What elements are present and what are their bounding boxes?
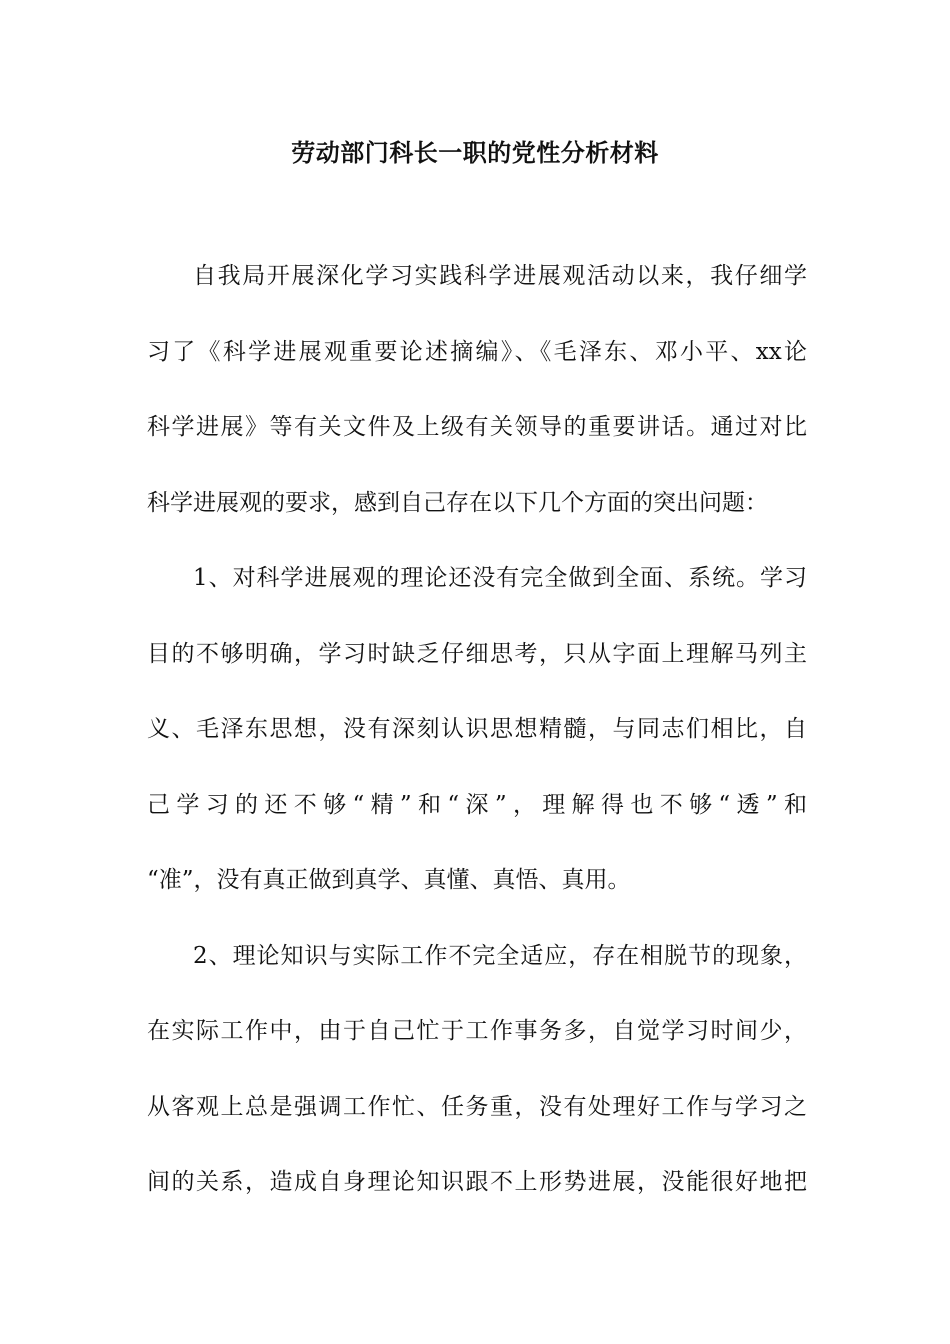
paragraph-line: 习了《科学进展观重要论述摘编》、《毛泽东、邓小平、xx论 [147, 338, 807, 365]
paragraph-line: 1、对科学进展观的理论还没有完全做到全面、系统。学习 [193, 565, 807, 591]
paragraph-line: 义、毛泽东思想，没有深刻认识思想精髓，与同志们相比，自 [147, 716, 807, 742]
paragraph-line: “准”，没有真正做到真学、真懂、真悟、真用。 [147, 867, 631, 893]
document-body [147, 252, 807, 1234]
paragraph-line: 在实际工作中，由于自己忙于工作事务多，自觉学习时间少， [147, 1018, 807, 1044]
paragraph-line: 科学进展观的要求，感到自己存在以下几个方面的突出问题： [147, 489, 768, 516]
paragraph-line: 自我局开展深化学习实践科学进展观活动以来，我仔细学 [193, 263, 807, 289]
paragraph-line: 从客观上总是强调工作忙、任务重，没有处理好工作与学习之 [147, 1093, 807, 1120]
paragraph-line: 己学习的还不够“精”和“深”，理解得也不够“透”和 [147, 791, 807, 818]
paragraph-line: 间的关系，造成自身理论知识跟不上形势进展，没能很好地把 [147, 1169, 807, 1195]
paragraph-line: 目的不够明确，学习时缺乏仔细思考，只从字面上理解马列主 [147, 640, 807, 667]
document-title: 劳动部门科长一职的党性分析材料 [291, 138, 659, 167]
paragraph-line: 2、理论知识与实际工作不完全适应，存在相脱节的现象， [193, 942, 807, 969]
paragraph-line: 科学进展》等有关文件及上级有关领导的重要讲话。通过对比 [147, 414, 807, 440]
